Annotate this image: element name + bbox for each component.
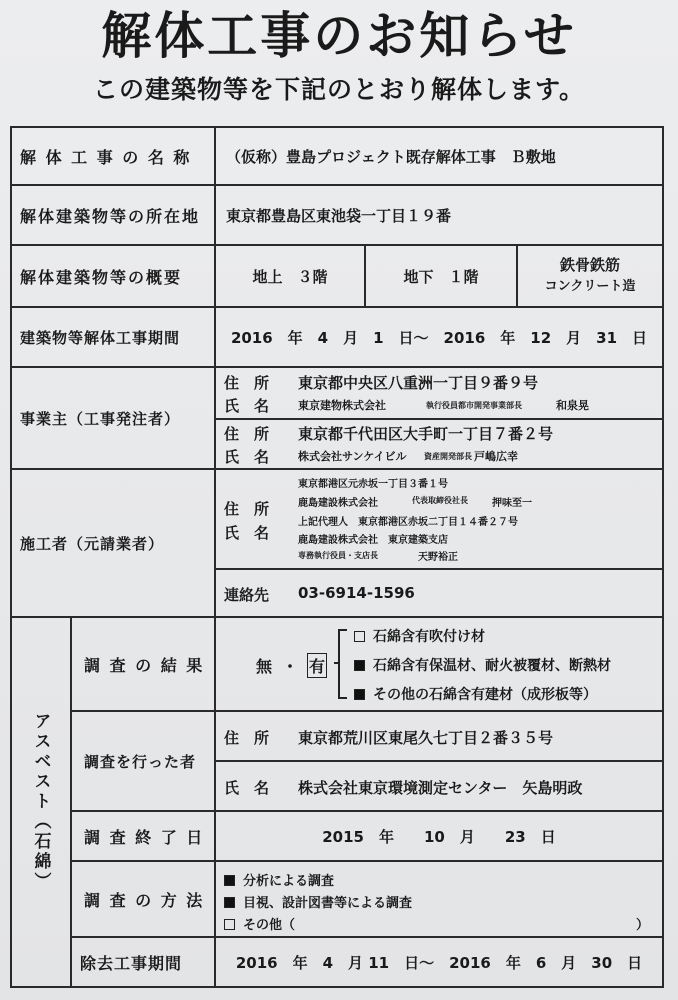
result-none: 無 xyxy=(256,657,273,676)
owner-2-address: 東京都千代田区大手町一丁目７番２号 xyxy=(298,425,554,443)
checkbox-checked-icon xyxy=(354,689,365,700)
checkbox-checked-icon xyxy=(224,897,235,908)
method-item-2-text: 目視、設計図書等による調査 xyxy=(243,896,413,911)
overview-label: 解体建築物等の概要 xyxy=(10,244,216,308)
removal-label: 除去工事期間 xyxy=(70,936,216,988)
method-cell xyxy=(214,860,664,938)
contractor-address-label: 住 所 xyxy=(224,500,270,518)
period-label: 建築物等解体工事期間 xyxy=(10,306,216,368)
method-item-1-text: 分析による調査 xyxy=(243,874,335,889)
removal-value: 2016 年 4 月 11 日～ 2016 年 6 月 30 日 xyxy=(214,936,664,988)
floors-above: 地上 ３階 xyxy=(214,244,366,308)
structure-line-1: 鉄骨鉄筋 xyxy=(559,256,620,274)
result-label: 調 査 の 結 果 xyxy=(70,616,216,712)
surveyor-label: 調査を行った者 xyxy=(70,710,216,812)
period-value: 2016 年 4 月 1 日～ 2016 年 12 月 31 日 xyxy=(214,306,664,368)
owner-2-cell xyxy=(214,418,664,470)
contractor-president: 押味至一 xyxy=(492,498,532,509)
result-item-3-text: その他の石綿含有建材（成形板等） xyxy=(373,687,597,703)
contractor-company: 鹿島建設株式会社 xyxy=(298,498,378,509)
owner-2-title: 資産開発部長 xyxy=(424,452,472,461)
result-item-2 xyxy=(354,655,611,675)
project-name-label: 解 体 工 事 の 名 称 xyxy=(10,126,216,186)
contact-phone: 03-6914-1596 xyxy=(298,584,415,602)
contractor-name-label: 氏 名 xyxy=(224,524,270,542)
project-name-value: （仮称）豊島プロジェクト既存解体工事 Ｂ敷地 xyxy=(214,126,664,186)
owner-2-name-label: 氏 名 xyxy=(224,448,270,466)
method-label: 調 査 の 方 法 xyxy=(70,860,216,938)
result-cell xyxy=(214,616,664,712)
owner-2-person: 戸嶋広幸 xyxy=(474,450,518,463)
owner-1-name-label: 氏 名 xyxy=(224,397,270,415)
contractor-branch: 鹿島建設株式会社 東京建築支店 xyxy=(298,535,448,546)
location-value: 東京都豊島区東池袋一丁目１９番 xyxy=(214,184,664,246)
result-bracket xyxy=(334,628,348,700)
asbestos-side-label: アスベスト（石綿） xyxy=(30,712,51,892)
owner-2-company: 株式会社サンケイビル xyxy=(298,450,407,463)
method-item-3 xyxy=(224,914,295,933)
result-item-1 xyxy=(354,626,485,646)
location-label: 解体建築物等の所在地 xyxy=(10,184,216,246)
result-item-1-text: 石綿含有吹付け材 xyxy=(373,629,485,645)
surveyor-address: 東京都荒川区東尾久七丁目２番３５号 xyxy=(298,729,554,747)
method-close-paren: ） xyxy=(636,918,650,933)
method-item-1 xyxy=(224,870,334,889)
checkbox-checked-icon xyxy=(354,660,365,671)
contractor-manager-title: 専務執行役員・支店長 xyxy=(298,551,378,560)
result-yes-circled: 有 xyxy=(307,653,327,678)
checkbox-checked-icon xyxy=(224,875,235,886)
owner-1-address-label: 住 所 xyxy=(224,374,270,392)
result-item-3 xyxy=(354,684,597,704)
survey-end-label: 調 査 終 了 日 xyxy=(70,810,216,862)
contact-cell xyxy=(214,568,664,618)
surveyor-address-label: 住 所 xyxy=(224,729,270,747)
checkbox-empty-icon xyxy=(354,631,365,642)
contact-label: 連絡先 xyxy=(224,586,270,604)
result-item-2-text: 石綿含有保温材、耐火被覆材、断熱材 xyxy=(373,658,611,674)
contractor-manager: 天野裕正 xyxy=(418,552,458,563)
owner-label: 事業主（工事発注者） xyxy=(10,366,216,470)
owner-1-cell xyxy=(214,366,664,420)
result-dot: ・ xyxy=(282,657,299,676)
contractor-agent: 上記代理人 東京都港区赤坂二丁目１４番２７号 xyxy=(298,517,518,528)
owner-1-title: 執行役員都市開発事業部長 xyxy=(426,401,522,410)
page-title: 解体工事のお知らせ xyxy=(101,7,577,65)
checkbox-empty-icon xyxy=(224,919,235,930)
contractor-cell xyxy=(214,468,664,570)
surveyor-name: 株式会社東京環境測定センター 矢島明政 xyxy=(298,779,583,797)
structure-type xyxy=(516,244,664,308)
floors-below: 地下 １階 xyxy=(364,244,518,308)
surveyor-address-cell xyxy=(214,710,664,762)
structure-line-2: コンクリート造 xyxy=(544,279,636,294)
asbestos-side-cell xyxy=(10,616,72,988)
surveyor-name-cell xyxy=(214,760,664,812)
owner-1-address: 東京都中央区八重洲一丁目９番９号 xyxy=(298,374,539,392)
contractor-line-1: 東京都港区元赤坂一丁目３番１号 xyxy=(298,479,448,490)
surveyor-name-label: 氏 名 xyxy=(224,779,270,797)
owner-1-company: 東京建物株式会社 xyxy=(298,399,386,412)
survey-end-value: 2015 年 10 月 23 日 xyxy=(214,810,664,862)
owner-1-person: 和泉晃 xyxy=(556,399,589,412)
owner-2-address-label: 住 所 xyxy=(224,425,270,443)
contractor-label: 施工者（元請業者） xyxy=(10,468,216,618)
method-item-3-text: その他（ xyxy=(243,918,296,933)
contractor-president-title: 代表取締役社長 xyxy=(412,496,468,505)
method-item-2 xyxy=(224,892,412,911)
page-subtitle: この建築物等を下記のとおり解体します。 xyxy=(92,75,585,104)
